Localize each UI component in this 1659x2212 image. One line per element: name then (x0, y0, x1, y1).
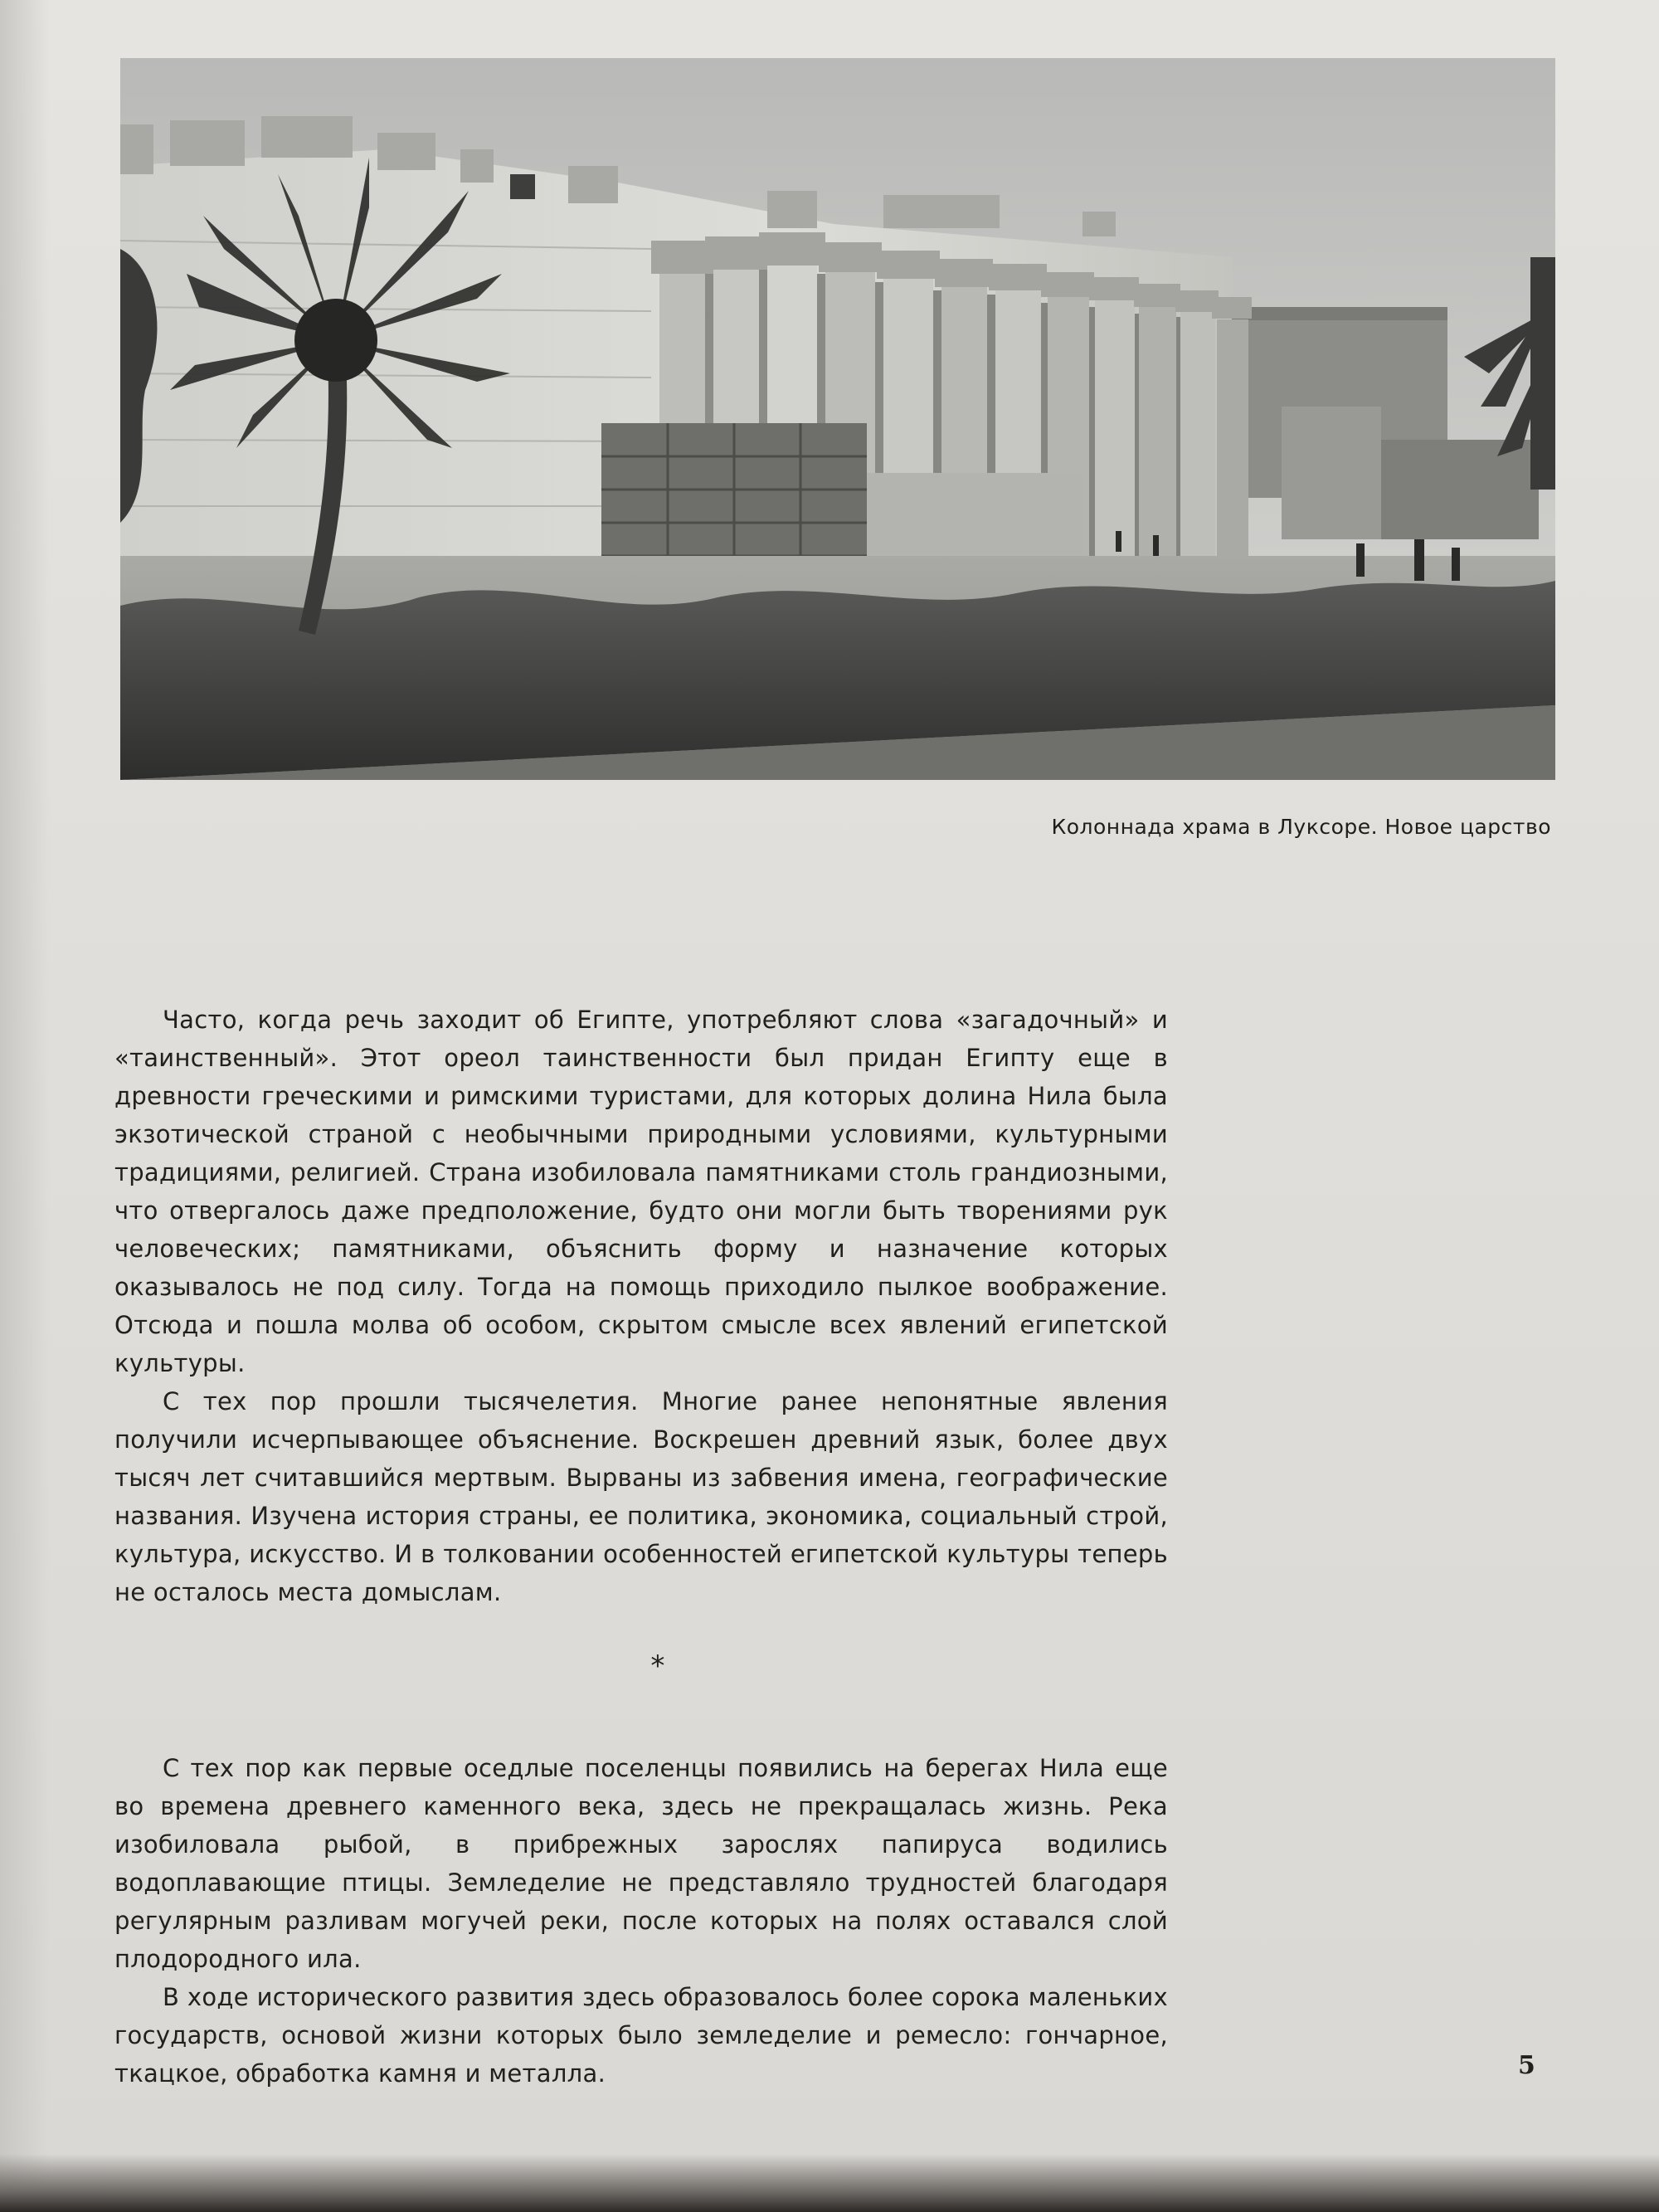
section-separator: * (650, 1649, 665, 1683)
paragraph-3: С тех пор как первые оседлые поселенцы появились на берегах Нила еще во времена древнего каменного века, здесь не прекращалась жизнь. Река изобиловала рыбой, в прибрежных зарослях папируса водились водоплавающие птицы. Земледелие не представляло трудностей благодаря регулярным разливам могучей реки, после которых на полях оставался слой плодородного ила. (114, 1754, 1168, 1973)
page-number: 5 (1518, 2051, 1535, 2080)
bottom-shadow (0, 2154, 1659, 2212)
photo-caption: Колоннада храма в Луксоре. Новое царство (1051, 815, 1551, 839)
body-text (114, 1001, 1168, 2093)
luxor-colonnade-photo (120, 58, 1555, 780)
paragraph-1: Часто, когда речь заходит об Египте, употребляют слова «загадочный» и «таинственный». Этот ореол таинственности был придан Египту еще в древности греческими и римскими туристами, для которых долина Нила была экзотической страной с необычными природными условиями, культурными традициями, религией. Страна изобиловала памятниками столь грандиозными, что отвергалось даже предположение, будто они могли быть творениями рук человеческих; памятниками, объяснить форму и назначение которых оказывалось не под силу. Тогда на помощь приходило пылкое воображение. Отсюда и пошла молва об особом, скрытом смысле всех явлений египетской культуры. (114, 1006, 1168, 1377)
page-gutter-shadow (0, 0, 50, 2212)
paragraph-2: С тех пор прошли тысячелетия. Многие ранее непонятные явления получили исчерпывающее объяснение. Воскрешен древний язык, более двух тысяч лет считавшийся мертвым. Вырваны из забвения имена, географические названия. Изучена история страны, ее политика, экономика, социальный строй, культура, искусство. И в толковании особенностей египетской культуры теперь не осталось места домыслам. (114, 1387, 1168, 1606)
luxor-colonnade-illustration (120, 58, 1555, 780)
paragraph-4: В ходе исторического развития здесь образовалось более сорока маленьких государств, основой жизни которых было земледелие и ремесло: гончарное, ткацкое, обработка камня и металла. (114, 1983, 1168, 2088)
